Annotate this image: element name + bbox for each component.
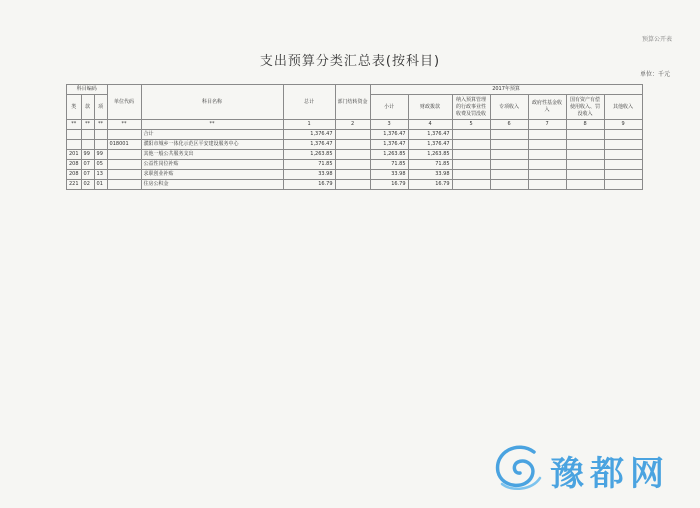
cell-unit-code — [107, 160, 141, 170]
swirl-logo-icon — [488, 438, 548, 494]
cell-empty — [604, 140, 642, 150]
cell-lei — [67, 130, 82, 140]
mark-cell: 9 — [604, 120, 642, 130]
cell-xiang: 01 — [94, 180, 107, 190]
header-fiscal: 财政拨款 — [408, 95, 452, 120]
cell-dept-fund — [335, 130, 370, 140]
header-state-capital: 国有资产有偿使用收入、罚没收入 — [566, 95, 604, 120]
cell-subtotal: 1,376.47 — [370, 140, 408, 150]
unit-label: 单位：千元 — [639, 71, 670, 78]
mark-cell: ** — [67, 120, 82, 130]
cell-dept-fund — [335, 140, 370, 150]
cell-xiang: 99 — [94, 150, 107, 160]
header-year: 2017年预算 — [370, 85, 642, 95]
mark-cell: 8 — [566, 120, 604, 130]
cell-lei: 221 — [67, 180, 82, 190]
cell-fiscal: 1,263.85 — [408, 150, 452, 160]
mark-cell: ** — [107, 120, 141, 130]
cell-empty — [528, 180, 566, 190]
header-dept-fund: 部门结转资金 — [335, 85, 370, 120]
header-name: 科目名称 — [141, 85, 283, 120]
cell-empty — [528, 150, 566, 160]
table-row — [67, 130, 643, 140]
table-row — [67, 170, 643, 180]
cell-total: 1,376.47 — [283, 140, 335, 150]
page-title: 支出预算分类汇总表(按科目) — [259, 54, 441, 69]
cell-empty — [490, 150, 528, 160]
cell-subtotal: 1,376.47 — [370, 130, 408, 140]
mark-cell: ** — [94, 120, 107, 130]
cell-empty — [452, 170, 490, 180]
mark-cell: 3 — [370, 120, 408, 130]
cell-empty — [528, 160, 566, 170]
cell-total: 71.85 — [283, 160, 335, 170]
cell-empty — [490, 170, 528, 180]
cell-empty — [490, 180, 528, 190]
header-row-1 — [67, 85, 643, 95]
cell-name: 公益性岗位补贴 — [141, 160, 283, 170]
cell-lei: 201 — [67, 150, 82, 160]
cell-empty — [566, 160, 604, 170]
table-row — [67, 150, 643, 160]
budget-table — [66, 84, 643, 190]
cell-kuan: 07 — [81, 160, 94, 170]
cell-lei: 208 — [67, 170, 82, 180]
cell-fiscal: 1,376.47 — [408, 130, 452, 140]
cell-fiscal: 16.79 — [408, 180, 452, 190]
cell-name: 其他一般公共服务支出 — [141, 150, 283, 160]
cell-empty — [452, 180, 490, 190]
cell-name: 住房公积金 — [141, 180, 283, 190]
table-row — [67, 160, 643, 170]
cell-empty — [604, 160, 642, 170]
watermark — [488, 438, 688, 494]
mark-cell: ** — [81, 120, 94, 130]
header-subtotal: 小计 — [370, 95, 408, 120]
cell-empty — [490, 160, 528, 170]
cell-name: 合计 — [141, 130, 283, 140]
header-special: 纳入预算管理的行政事业性收费及罚没收 — [452, 95, 490, 120]
cell-xiang: 13 — [94, 170, 107, 180]
cell-xiang — [94, 140, 107, 150]
cell-empty — [566, 130, 604, 140]
cell-subtotal: 71.85 — [370, 160, 408, 170]
cell-total: 1,376.47 — [283, 130, 335, 140]
header-other: 其他收入 — [604, 95, 642, 120]
cell-kuan: 99 — [81, 150, 94, 160]
header-earmark: 专项收入 — [490, 95, 528, 120]
cell-subtotal: 33.98 — [370, 170, 408, 180]
header-kuan: 款 — [81, 95, 94, 120]
cell-fiscal: 1,376.47 — [408, 140, 452, 150]
mark-cell: 4 — [408, 120, 452, 130]
cell-name: 求职创业补贴 — [141, 170, 283, 180]
cell-name: 濮阳市城乡一体化示范区平安建设服务中心 — [141, 140, 283, 150]
mark-cell: 5 — [452, 120, 490, 130]
cell-unit-code: 018001 — [107, 140, 141, 150]
cell-unit-code — [107, 170, 141, 180]
cell-empty — [604, 130, 642, 140]
header-xiang: 项 — [94, 95, 107, 120]
header-total: 总计 — [283, 85, 335, 120]
cell-empty — [528, 170, 566, 180]
cell-empty — [566, 150, 604, 160]
cell-kuan: 02 — [81, 180, 94, 190]
cell-empty — [452, 140, 490, 150]
cell-empty — [604, 180, 642, 190]
cell-lei — [67, 140, 82, 150]
cell-empty — [452, 130, 490, 140]
cell-dept-fund — [335, 160, 370, 170]
top-note: 预算公开表 — [641, 36, 672, 43]
cell-empty — [604, 170, 642, 180]
cell-empty — [452, 160, 490, 170]
cell-unit-code — [107, 180, 141, 190]
cell-fiscal: 71.85 — [408, 160, 452, 170]
mark-cell: 1 — [283, 120, 335, 130]
cell-empty — [490, 130, 528, 140]
cell-empty — [528, 140, 566, 150]
cell-total: 1,263.85 — [283, 150, 335, 160]
cell-dept-fund — [335, 150, 370, 160]
cell-subtotal: 16.79 — [370, 180, 408, 190]
watermark-text: 豫都网 — [550, 454, 670, 494]
marks-row — [67, 120, 643, 130]
cell-empty — [604, 150, 642, 160]
header-code: 科目编码 — [67, 85, 108, 95]
cell-empty — [528, 130, 566, 140]
cell-xiang — [94, 130, 107, 140]
cell-unit-code — [107, 150, 141, 160]
cell-kuan: 07 — [81, 170, 94, 180]
cell-subtotal: 1,263.85 — [370, 150, 408, 160]
cell-empty — [566, 170, 604, 180]
header-unit-code: 单位代码 — [107, 85, 141, 120]
cell-total: 33.98 — [283, 170, 335, 180]
cell-fiscal: 33.98 — [408, 170, 452, 180]
header-gov-fund: 政府性基金收入 — [528, 95, 566, 120]
cell-total: 16.79 — [283, 180, 335, 190]
cell-lei: 208 — [67, 160, 82, 170]
cell-kuan — [81, 140, 94, 150]
mark-cell: 6 — [490, 120, 528, 130]
cell-dept-fund — [335, 180, 370, 190]
cell-empty — [566, 140, 604, 150]
table-row — [67, 140, 643, 150]
cell-empty — [452, 150, 490, 160]
mark-cell: 2 — [335, 120, 370, 130]
header-lei: 类 — [67, 95, 82, 120]
mark-cell: 7 — [528, 120, 566, 130]
mark-cell: ** — [141, 120, 283, 130]
cell-kuan — [81, 130, 94, 140]
cell-empty — [566, 180, 604, 190]
cell-xiang: 05 — [94, 160, 107, 170]
table-row — [67, 180, 643, 190]
cell-unit-code — [107, 130, 141, 140]
cell-empty — [490, 140, 528, 150]
cell-dept-fund — [335, 170, 370, 180]
